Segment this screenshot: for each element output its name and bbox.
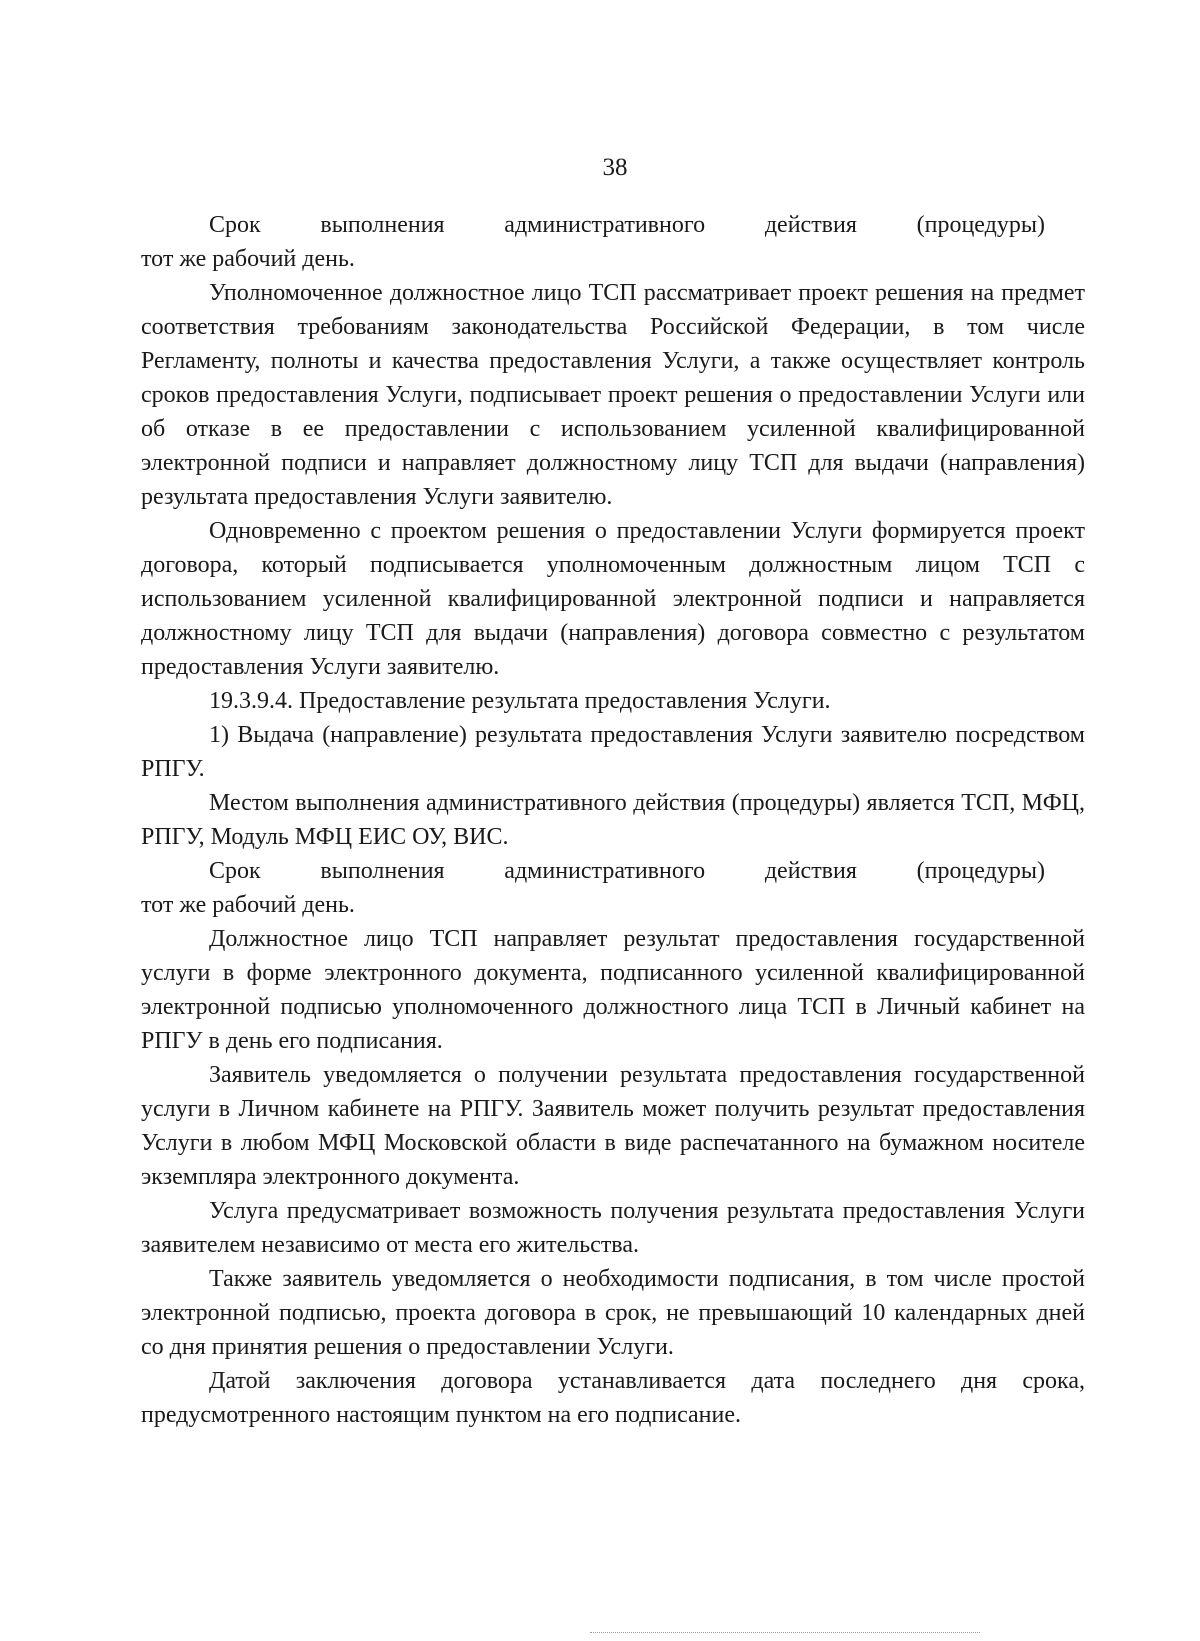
paragraph-extraterritorial: Услуга предусматривает возможность получения результата предоставления Услуги заявителем независимо от места его жительства. <box>141 1198 1085 1258</box>
paragraph-section-heading: 19.3.9.4. Предоставление результата предоставления Услуги. <box>209 688 831 714</box>
word: действия <box>764 858 857 884</box>
paragraph-term-line <box>141 854 1085 888</box>
paragraph-review: Уполномоченное должностное лицо ТСП рассматривает проект решения на предмет соответствия требованиям законодательства Российской Федерации, в том числе Регламенту, полноты и качества предоставления Услуги, а также осуществляет контроль сроков предоставления Услуги, подписывает проект решения о предоставлении Услуги или об отказе в ее предоставлении с использованием усиленной квалифицированной электронной подписи и направляет должностному лицу ТСП для выдачи (направления) результата предоставления Услуги заявителю. <box>141 280 1085 510</box>
word: Срок <box>209 858 261 884</box>
word: действия <box>764 212 857 238</box>
paragraph-contract-draft: Одновременно с проектом решения о предоставлении Услуги формируется проект договора, который подписывается уполномоченным должностным лицом ТСП с использованием усиленной квалифицированной электронной подписи и направляется должностному лицу ТСП для выдачи (направления) договора совместно с результатом предоставления Услуги заявителю. <box>141 518 1085 680</box>
paragraph-notification: Заявитель уведомляется о получении результата предоставления государственной услуги в Личном кабинете на РПГУ. Заявитель может получить результат предоставления Услуги в любом МФЦ Московской области в виде распечатанного на бумажном носителе экземпляра электронного документа. <box>141 1062 1085 1190</box>
word: (процедуры) <box>916 858 1045 884</box>
word: выполнения <box>320 212 445 238</box>
paragraph-term-continuation: тот же рабочий день. <box>141 246 355 272</box>
paragraph-place: Местом выполнения административного действия (процедуры) является ТСП, МФЦ, РПГУ, Модуль МФЦ ЕИС ОУ, ВИС. <box>141 790 1085 850</box>
footer-scan-line <box>590 1632 980 1634</box>
paragraph-term-continuation: тот же рабочий день. <box>141 892 355 918</box>
document-body <box>141 208 1085 1432</box>
word: Срок <box>209 212 261 238</box>
word: административного <box>504 212 706 238</box>
paragraph-official-sends: Должностное лицо ТСП направляет результат предоставления государственной услуги в форме электронного документа, подписанного усиленной квалифицированной электронной подписью уполномоченного должностного лица ТСП в Личный кабинет на РПГУ в день его подписания. <box>141 926 1085 1054</box>
word: выполнения <box>320 858 445 884</box>
word: (процедуры) <box>916 212 1045 238</box>
paragraph-signing-notice: Также заявитель уведомляется о необходимости подписания, в том числе простой электронной подписью, проекта договора в срок, не превышающий 10 календарных дней со дня принятия решения о предоставлении Услуги. <box>141 1266 1085 1360</box>
word: административного <box>504 858 706 884</box>
page-number: 38 <box>602 154 628 181</box>
paragraph-issuance: 1) Выдача (направление) результата предоставления Услуги заявителю посредством РПГУ. <box>141 722 1085 782</box>
paragraph-term-line <box>141 208 1085 242</box>
paragraph-contract-date: Датой заключения договора устанавливается дата последнего дня срока, предусмотренного настоящим пунктом на его подписание. <box>141 1368 1085 1428</box>
